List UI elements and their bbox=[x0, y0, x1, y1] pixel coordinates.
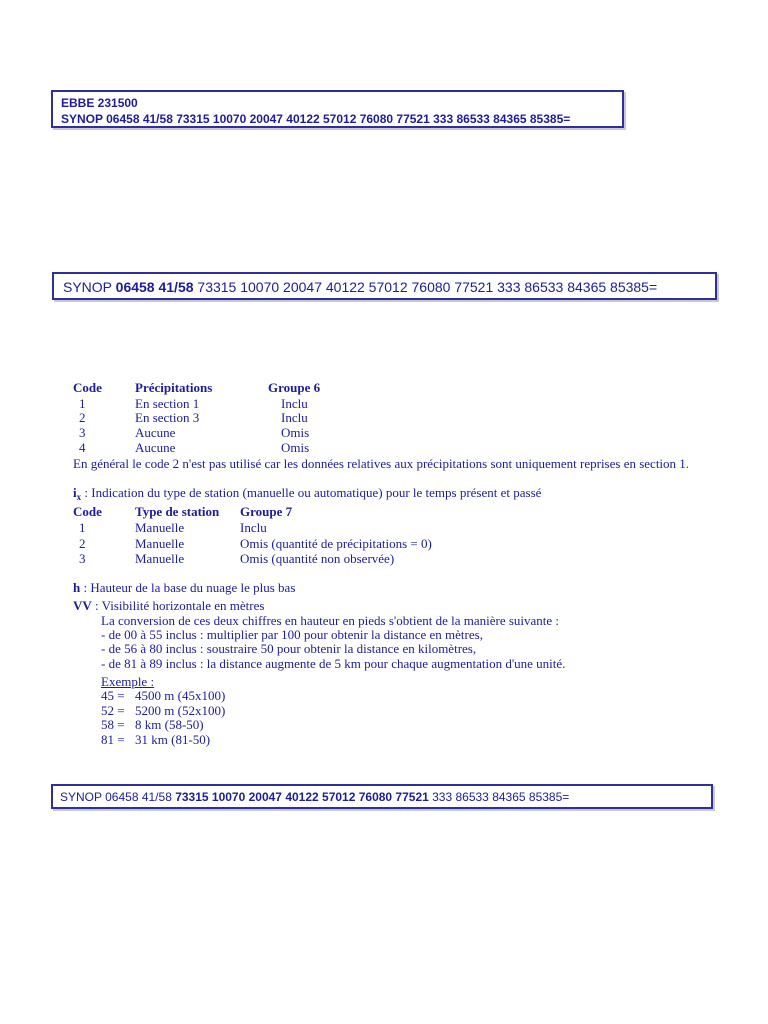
table-cell: Inclu bbox=[281, 396, 308, 411]
table-cell: 4 bbox=[79, 440, 86, 455]
table-cell: Inclu bbox=[240, 520, 267, 535]
synop-box-section1 bbox=[51, 784, 713, 809]
h-symbol: h bbox=[73, 580, 81, 595]
table-cell: En section 3 bbox=[135, 410, 200, 425]
vv-conversion-line: La conversion de ces deux chiffres en hauteur en pieds s'obtient de la manière suivante : bbox=[101, 613, 560, 628]
vv-definition bbox=[73, 598, 264, 614]
example-value: 31 km (81-50) bbox=[135, 732, 211, 747]
example-code: 52 = bbox=[101, 703, 125, 718]
table-cell: Aucune bbox=[135, 425, 176, 440]
table-cell: 1 bbox=[79, 520, 86, 535]
table-cell: Manuelle bbox=[135, 551, 185, 566]
table-cell: Inclu bbox=[281, 410, 308, 425]
vv-symbol: VV bbox=[73, 598, 92, 613]
h-definition bbox=[73, 580, 295, 596]
table-header-code: Code bbox=[73, 504, 102, 519]
synop-prefix: SYNOP bbox=[63, 279, 116, 295]
vv-conversion-line: - de 81 à 89 inclus : la distance augmente de 5 km pour chaque augmentation d'une unité. bbox=[101, 656, 566, 671]
table-cell: 1 bbox=[79, 396, 86, 411]
example-value: 5200 m (52x100) bbox=[135, 703, 226, 718]
synop-highlight: 73315 10070 20047 40122 57012 76080 77521 bbox=[175, 790, 429, 804]
synop-rest: 73315 10070 20047 40122 57012 76080 77521 333 86533 84365 85385= bbox=[193, 279, 658, 295]
precipitation-note: En général le code 2 n'est pas utilisé car les données relatives aux précipitations sont uniquement reprises en section 1. bbox=[73, 456, 690, 471]
table-cell: Manuelle bbox=[135, 536, 185, 551]
table-cell: Omis bbox=[281, 440, 310, 455]
example-code: 45 = bbox=[101, 688, 125, 703]
table-header-code: Code bbox=[73, 380, 102, 395]
table-header-type: Type de station bbox=[135, 504, 220, 519]
example-code: 81 = bbox=[101, 732, 125, 747]
table-cell: Manuelle bbox=[135, 520, 185, 535]
synop-highlight: 06458 41/58 bbox=[115, 279, 194, 295]
ix-definition bbox=[73, 485, 541, 502]
synop-box-header bbox=[51, 90, 624, 128]
synop-message-line: SYNOP 06458 41/58 73315 10070 20047 40122 57012 76080 77521 333 86533 84365 85385= bbox=[61, 112, 571, 126]
vv-conversion-line: - de 56 à 80 inclus : soustraire 50 pour obtenir la distance en kilomètres, bbox=[101, 641, 477, 656]
vv-text: : Visibilité horizontale en mètres bbox=[91, 598, 265, 613]
ix-text: : Indication du type de station (manuelle ou automatique) pour le temps présent et passé bbox=[81, 485, 542, 500]
table-cell: 3 bbox=[79, 551, 86, 566]
table-header-groupe7: Groupe 7 bbox=[240, 504, 293, 519]
synop-rest: 333 86533 84365 85385= bbox=[428, 790, 570, 804]
table-cell: 2 bbox=[79, 410, 86, 425]
station-header-line: EBBE 231500 bbox=[61, 96, 138, 110]
vv-conversion-line: - de 00 à 55 inclus : multiplier par 100 pour obtenir la distance en mètres, bbox=[101, 627, 483, 642]
table-cell: 3 bbox=[79, 425, 86, 440]
table-cell: Omis (quantité non observée) bbox=[240, 551, 395, 566]
table-header-precipitations: Précipitations bbox=[135, 380, 213, 395]
example-code: 58 = bbox=[101, 717, 125, 732]
table-cell: 2 bbox=[79, 536, 86, 551]
example-value: 4500 m (45x100) bbox=[135, 688, 226, 703]
synop-box-section0 bbox=[52, 272, 717, 300]
ix-symbol: i bbox=[73, 485, 77, 500]
example-label: Exemple : bbox=[101, 674, 155, 689]
synop-prefix: SYNOP 06458 41/58 bbox=[60, 790, 176, 804]
example-value: 8 km (58-50) bbox=[135, 717, 204, 732]
table-cell: Omis (quantité de précipitations = 0) bbox=[240, 536, 432, 551]
h-text: : Hauteur de la base du nuage le plus bas bbox=[80, 580, 296, 595]
ix-subscript: x bbox=[76, 492, 82, 502]
table-cell: En section 1 bbox=[135, 396, 200, 411]
table-cell: Aucune bbox=[135, 440, 176, 455]
table-header-groupe6: Groupe 6 bbox=[268, 380, 321, 395]
table-cell: Omis bbox=[281, 425, 310, 440]
